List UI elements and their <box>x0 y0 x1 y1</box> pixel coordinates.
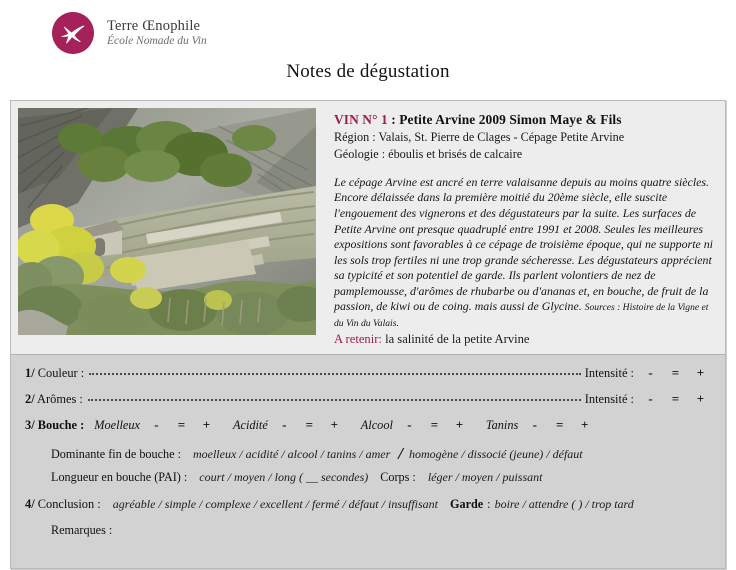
garde-label: Garde <box>450 496 484 511</box>
remarques-label: Remarques : <box>51 522 113 537</box>
corps-label: Corps : <box>380 469 416 484</box>
wine-title <box>334 112 714 128</box>
garde-separator: : <box>487 496 491 511</box>
bouche-tanins-plus[interactable]: + <box>581 416 589 432</box>
brand-text-block <box>107 18 207 47</box>
bouche-label-text: Bouche : <box>34 417 85 432</box>
aromes-scale-plus[interactable]: + <box>696 390 705 406</box>
wine-description-block <box>316 108 718 348</box>
conclusion-label <box>25 497 101 512</box>
bouche-group-tanins <box>486 417 597 433</box>
couleur-intensite-scale <box>638 365 713 381</box>
wine-description-source: Sources : Histoire de la Vigne et du Vin du Valais. <box>334 302 709 329</box>
couleur-scale-minus[interactable]: - <box>648 364 653 380</box>
bouche-alcool-plus[interactable]: + <box>455 416 464 432</box>
wine-key-point <box>334 331 714 347</box>
bouche-moelleux-minus[interactable]: - <box>154 416 159 432</box>
couleur-input-line[interactable] <box>89 372 581 375</box>
brand-tagline: École Nomade du Vin <box>107 34 207 47</box>
wine-number: VIN N° 1 <box>334 112 388 127</box>
wine-info-section <box>11 101 725 354</box>
bouche-moelleux-label: Moelleux <box>94 417 140 432</box>
longueur-options[interactable]: court / moyen / long ( __ secondes) <box>199 469 369 484</box>
bird-swallow-logo-icon <box>52 12 94 54</box>
bouche-moelleux-plus[interactable]: + <box>202 416 211 432</box>
dominante-label: Dominante fin de bouche : <box>51 446 181 461</box>
wine-description-text <box>334 175 714 348</box>
form-row-couleur <box>25 365 713 390</box>
bouche-group-acidite <box>233 417 347 433</box>
brand-name: Terre Œnophile <box>107 18 201 35</box>
bouche-moelleux-scale <box>144 417 219 433</box>
wine-geology-line: Géologie : éboulis et brisés de calcaire <box>334 147 523 162</box>
wine-description-paragraph: Le cépage Arvine est ancré en terre valaisanne depuis au moins quatre siècles. Encore délaissée dans la première moitié du 20ème siècle, elle suscite l'engouement des vignerons et des dégustateurs par la suite. Les surfaces de Petite Arvine ont presque quadruplé entre 1991 et 2008. Seules les meilleures expositions sont favorables à ce cépage de troisième époque, qui ne supporte ni les sols trop fertiles ni une trop grande sécheresse. Les dégustateurs apprécient sa typicité et son potentiel de garde. Ils parlent volontiers de nez de pamplemousse, d'arômes de rhubarbe ou d'ananas et, en bouche, de fruit de la passion, de kiwi ou de coing. mais aussi de Glycine. <box>334 174 713 314</box>
bouche-scale-groups <box>84 417 597 433</box>
form-row-dominante <box>25 443 713 469</box>
bouche-label <box>25 418 84 433</box>
longueur-label: Longueur en bouche (PAI) : <box>51 469 188 484</box>
form-row-bouche <box>25 417 713 442</box>
form-row-conclusion <box>25 497 713 522</box>
bouche-moelleux-equal[interactable]: = <box>177 416 186 432</box>
bouche-tanins-minus[interactable]: - <box>532 416 537 432</box>
bouche-group-moelleux <box>94 417 219 433</box>
bouche-alcool-scale <box>397 417 472 433</box>
dominante-separator-slash-icon: / <box>398 443 403 463</box>
dominante-options-left[interactable]: moelleux / acidité / alcool / tanins / amer <box>192 446 391 461</box>
wine-name: Petite Arvine 2009 Simon Maye & Fils <box>399 112 622 127</box>
page-header <box>0 0 736 52</box>
form-row-remarques <box>25 523 713 549</box>
wine-title-separator: : <box>387 112 400 127</box>
vineyard-terraces-photo <box>18 108 316 335</box>
bouche-group-alcool <box>361 417 472 433</box>
wine-key-point-label: A retenir: <box>334 332 382 347</box>
bouche-acidite-scale <box>272 417 347 433</box>
aromes-label-text: Arômes : <box>34 391 83 406</box>
form-row-longueur <box>25 470 713 496</box>
aromes-scale-minus[interactable]: - <box>648 390 653 406</box>
conclusion-options[interactable]: agréable / simple / complexe / excellent / fermé / défaut / insuffisant <box>112 496 438 511</box>
conclusion-number: 4/ <box>25 496 35 511</box>
bouche-tanins-label: Tanins <box>485 417 519 432</box>
corps-options[interactable]: léger / moyen / puissant <box>427 469 543 484</box>
couleur-scale-plus[interactable]: + <box>696 364 705 380</box>
bouche-alcool-minus[interactable]: - <box>407 416 412 432</box>
tasting-note-card <box>10 100 726 569</box>
aromes-number: 2/ <box>25 391 35 406</box>
bouche-alcool-label: Alcool <box>360 417 393 432</box>
bouche-alcool-equal[interactable]: = <box>430 416 439 432</box>
aromes-input-line[interactable] <box>88 398 581 401</box>
wine-region-line: Région : Valais, St. Pierre de Clages - Cépage Petite Arvine <box>334 130 625 144</box>
bouche-number: 3/ <box>25 417 35 432</box>
couleur-label-text: Couleur : <box>34 365 85 380</box>
couleur-scale-equal[interactable]: = <box>671 364 680 380</box>
dominante-options-right[interactable]: homogène / dissocié (jeune) / défaut <box>409 446 583 461</box>
couleur-intensite-label: Intensité : <box>584 365 634 380</box>
page-title: Notes de dégustation <box>286 61 450 82</box>
aromes-scale-equal[interactable]: = <box>671 390 680 406</box>
bouche-acidite-plus[interactable]: + <box>330 416 338 432</box>
tasting-form-section <box>11 354 725 568</box>
form-row-aromes <box>25 391 713 416</box>
bouche-tanins-equal[interactable]: = <box>556 416 564 432</box>
couleur-label <box>25 366 84 381</box>
bouche-acidite-label: Acidité <box>232 417 268 432</box>
aromes-intensite-scale <box>638 391 713 407</box>
conclusion-label-text: Conclusion : <box>34 496 101 511</box>
garde-options[interactable]: boire / attendre ( ) / trop tard <box>494 496 634 511</box>
bouche-acidite-minus[interactable]: - <box>282 416 287 432</box>
bouche-acidite-equal[interactable]: = <box>305 416 313 432</box>
aromes-label <box>25 392 83 407</box>
wine-key-point-text: la salinité de la petite Arvine <box>381 332 530 347</box>
couleur-number: 1/ <box>25 365 35 380</box>
aromes-intensite-label: Intensité : <box>584 391 634 406</box>
bouche-tanins-scale <box>522 417 597 433</box>
